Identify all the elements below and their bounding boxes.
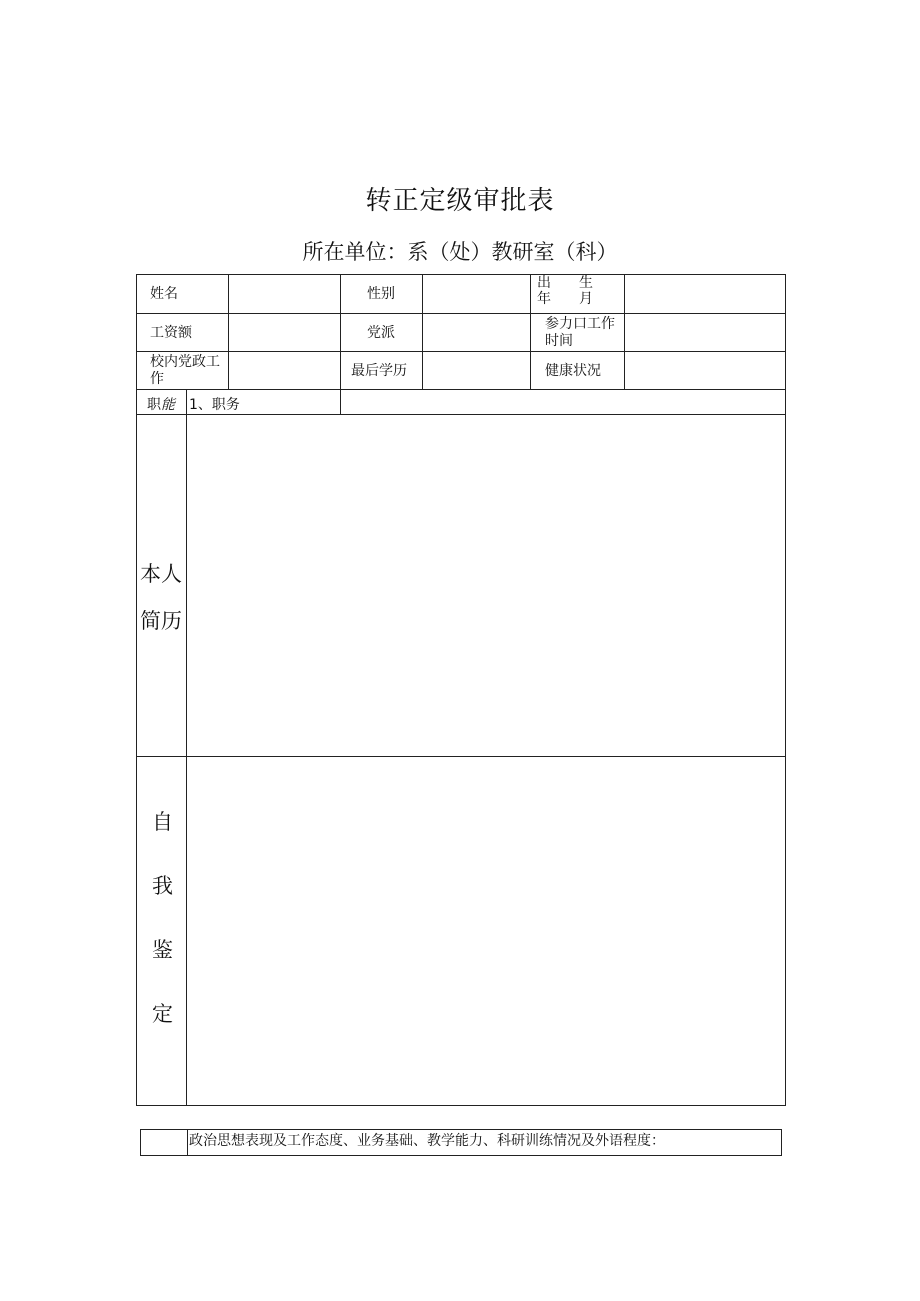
duty-label [147, 397, 175, 413]
self-eval-char-3: 鉴 [152, 938, 173, 962]
salary-label: 工资额 [150, 325, 192, 341]
duty-item: 1、职务 [189, 397, 240, 413]
name-label: 姓名 [150, 286, 178, 302]
duty-label-part2: 能 [161, 397, 175, 413]
campus-role-label-line1: 校内党政工 [150, 354, 220, 370]
unit-line: 所在单位：系（处）教研室（科） [302, 240, 618, 264]
evaluation-header: 政治思想表现及工作态度、业务基础、教学能力、科研训练情况及外语程度： [189, 1133, 665, 1149]
self-eval-char-1: 自 [152, 810, 173, 834]
party-label: 党派 [367, 325, 395, 341]
birth-label-bottom: 年 月 [537, 291, 593, 307]
duty-label-part1: 职 [147, 397, 161, 413]
self-eval-char-4: 定 [152, 1002, 173, 1026]
resume-label-line1: 本人 [140, 562, 182, 586]
campus-role-label-line2: 作 [150, 371, 164, 387]
education-label: 最后学历 [351, 363, 407, 379]
work-start-label-line1: 参力口工作 [545, 316, 615, 332]
resume-label-line2: 简历 [140, 609, 182, 633]
birth-label-top: 出 生 [537, 275, 593, 291]
gender-label: 性别 [367, 286, 395, 302]
work-start-label-line2: 时间 [545, 333, 573, 349]
health-label: 健康状况 [545, 363, 601, 379]
self-eval-char-2: 我 [152, 874, 173, 898]
form-title: 转正定级审批表 [365, 186, 555, 216]
